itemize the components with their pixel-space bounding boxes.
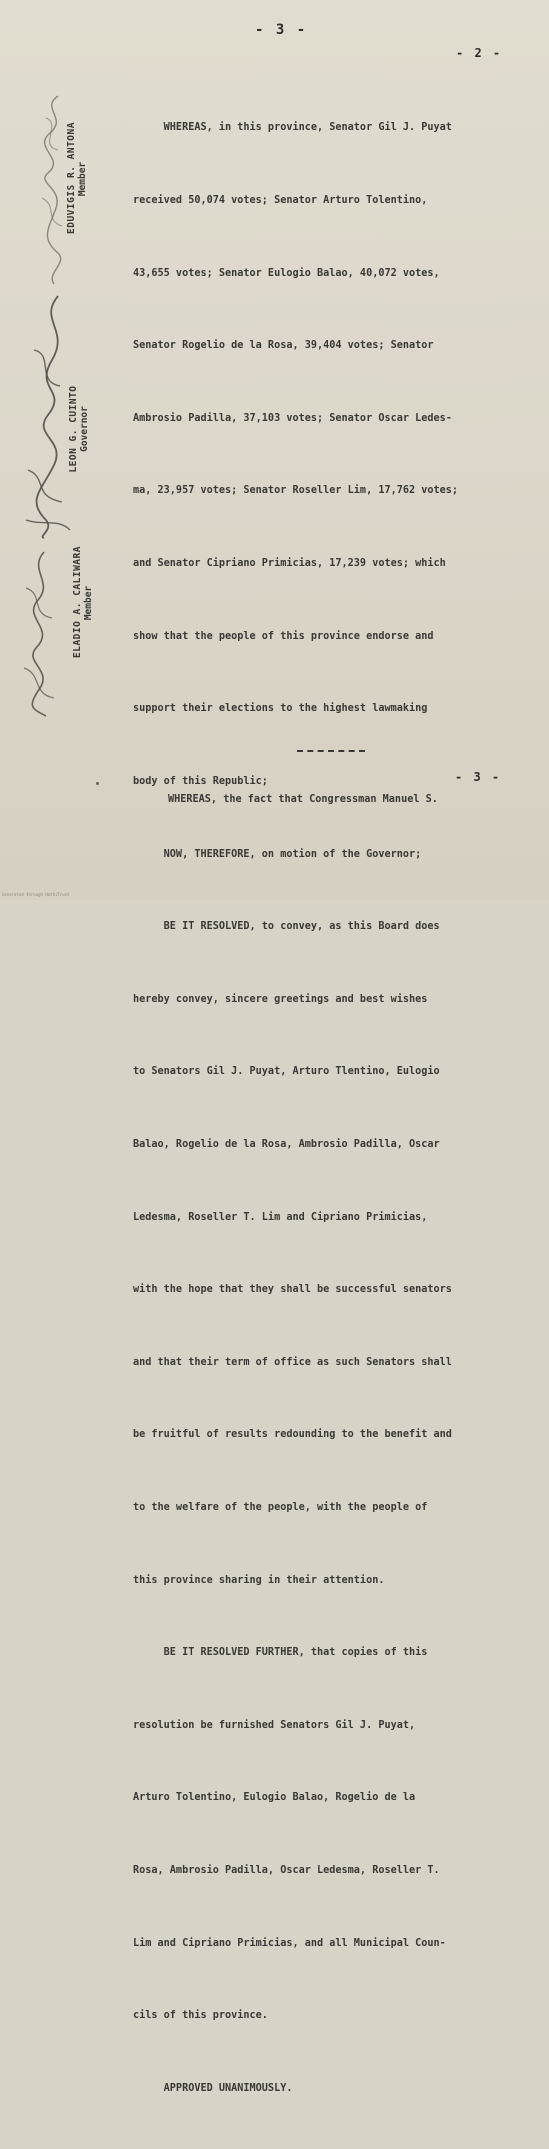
handwritten-signature [28, 88, 76, 288]
signatory-name: ELADIO A. CALIWARA [72, 546, 83, 658]
body-line: BE IT RESOLVED FURTHER, that copies of this [133, 1647, 428, 1659]
body-line: hereby convey, sincere greetings and best wishes [133, 993, 428, 1005]
body-line: received 50,074 votes; Senator Arturo Tolentino, [133, 195, 428, 207]
body-line: APPROVED UNANIMOUSLY. [133, 2082, 293, 2094]
signatory-name: LEON G. CUINTO [68, 385, 79, 473]
body-line: resolution be furnished Senators Gil J. Puyat, [133, 1719, 416, 1731]
body-line: support their elections to the highest lawmaking [133, 703, 428, 715]
handwritten-signature [14, 548, 68, 718]
body-line: and Senator Cipriano Primicias, 17,239 votes; which [133, 558, 446, 570]
resolution-body [133, 68, 521, 2149]
body-line: Lim and Cipriano Primicias, and all Municipal Coun- [133, 1937, 446, 1949]
body-line: Senator Rogelio de la Rosa, 39,404 votes; Senator [133, 340, 434, 352]
body-line: to the welfare of the people, with the people of [133, 1501, 428, 1513]
handwritten-signature [18, 290, 80, 540]
signatory-role: Member [83, 585, 94, 621]
paper-speck [96, 782, 99, 785]
body-line: show that the people of this province endorse and [133, 630, 434, 642]
body-line: 43,655 votes; Senator Eulogio Balao, 40,072 votes, [133, 267, 440, 279]
body-line: Arturo Tolentino, Eulogio Balao, Rogelio de la [133, 1792, 416, 1804]
body-line: this province sharing in their attention. [133, 1574, 385, 1586]
body-line: with the hope that they shall be successful senators [133, 1284, 452, 1296]
body-line: be fruitful of results redounding to the benefit and [133, 1429, 452, 1441]
body-line: body of this Republic; [133, 775, 268, 787]
body-line: WHEREAS, in this province, Senator Gil J. Puyat [133, 122, 452, 134]
body-line: Balao, Rogelio de la Rosa, Ambrosio Padilla, Oscar [133, 1138, 440, 1150]
footer-note: Generated through HathiTrust [2, 892, 70, 897]
body-line: Rosa, Ambrosio Padilla, Oscar Ledesma, Roseller T. [133, 1865, 440, 1877]
next-section-first-line: WHEREAS, the fact that Congressman Manuel S. [168, 794, 438, 805]
body-line: to Senators Gil J. Puyat, Arturo Tlentino, Eulogio [133, 1066, 440, 1078]
body-line: Ambrosio Padilla, 37,103 votes; Senator Oscar Ledes- [133, 412, 452, 424]
body-line: NOW, THEREFORE, on motion of the Governor; [133, 848, 422, 860]
body-line: BE IT RESOLVED, to convey, as this Board does [133, 921, 440, 933]
section-number-3: - 3 - [455, 770, 502, 784]
signatory-role: Governor [79, 406, 90, 452]
body-line: and that their term of office as such Senators shall [133, 1356, 452, 1368]
page-number-top: - 3 - [255, 22, 308, 38]
body-line: ma, 23,957 votes; Senator Roseller Lim, 17,762 votes; [133, 485, 459, 497]
signatory-block [72, 548, 94, 658]
section-number-2: - 2 - [456, 46, 503, 60]
body-line: Ledesma, Roseller T. Lim and Cipriano Primicias, [133, 1211, 428, 1223]
body-line: cils of this province. [133, 2010, 268, 2022]
signatory-role: Member [77, 161, 88, 197]
signatory-name: EDUVIGIS R. ANTONA [66, 122, 77, 234]
section-divider [297, 750, 365, 752]
